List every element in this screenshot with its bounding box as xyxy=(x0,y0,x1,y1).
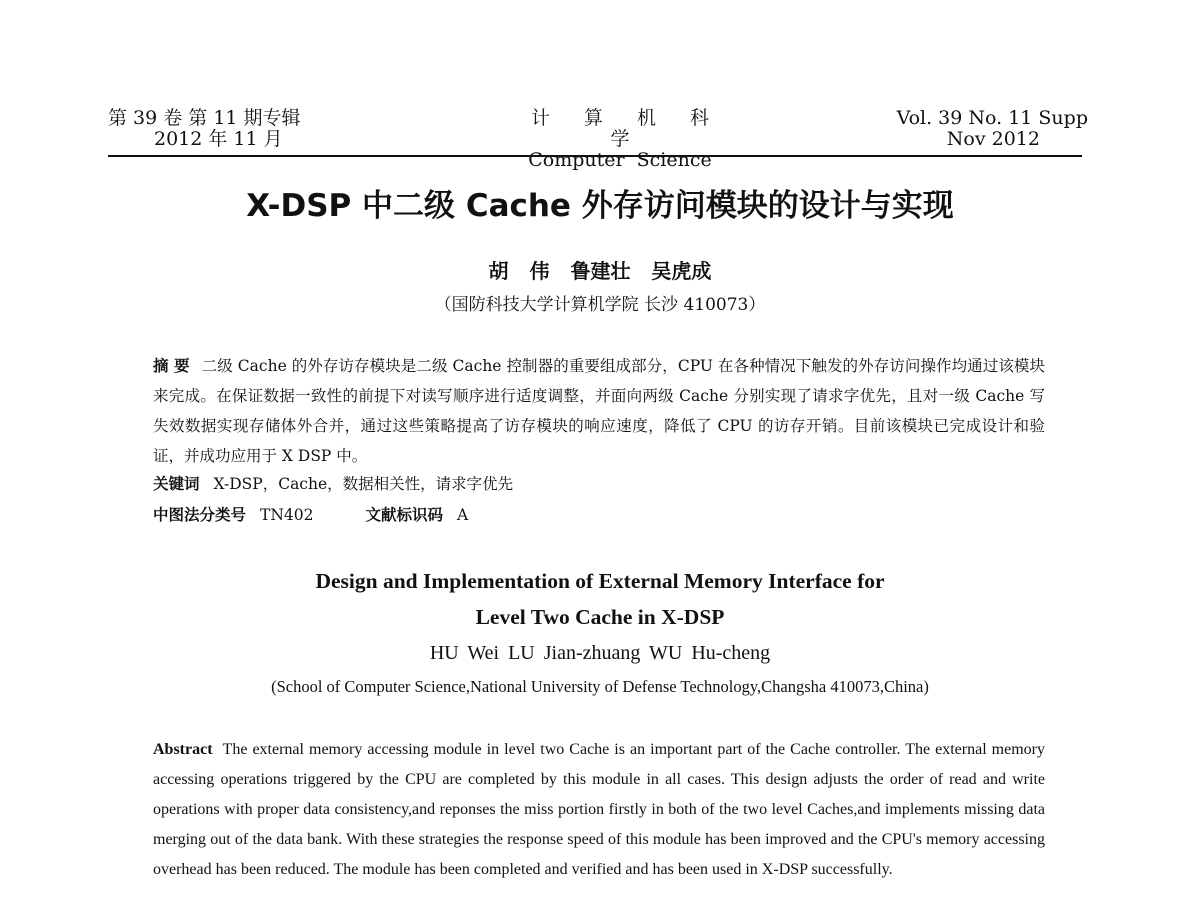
affiliation-zh: （国防科技大学计算机学院 长沙 410073） xyxy=(434,295,766,315)
journal-name-en: Computer Science xyxy=(528,149,712,171)
clc-value: TN402 xyxy=(260,506,314,524)
paper-title-en xyxy=(0,563,1200,635)
abstract-en xyxy=(153,735,1045,897)
issue-info xyxy=(108,108,368,150)
keywords-label-zh: 关键词 xyxy=(153,475,200,493)
keywords-text-zh: X-DSP，Cache，数据相关性，请求字优先 xyxy=(213,475,514,493)
publication-date-zh: 2012 年 11 月 xyxy=(154,128,283,150)
volume-issue: 第 39 卷 第 11 期专辑 xyxy=(108,107,301,129)
clc-label: 中图法分类号 xyxy=(153,506,247,524)
affiliation-en: (School of Computer Science,National University of Defense Technology,Changsha 410073,China) xyxy=(271,677,929,696)
doc-code-label: 文献标识码 xyxy=(365,506,444,524)
paper-title-en-line1: Design and Implementation of External Memory Interface for xyxy=(315,569,885,593)
abstract-label-zh: 摘 要 xyxy=(153,357,190,375)
classification-zh xyxy=(153,503,468,527)
authors-zh: 胡 伟 鲁建壮 吴虎成 xyxy=(488,259,712,283)
journal-name xyxy=(500,108,740,171)
doc-code-value: A xyxy=(457,506,469,524)
publication-date-en: Nov 2012 xyxy=(946,128,1040,150)
abstract-text-zh: 二级 Cache 的外存访存模块是二级 Cache 控制器的重要组成部分，CPU 在各种情况下触发的外存访问操作均通过该模块来完成。在保证数据一致性的前提下对读写顺序进行适度调整，并面向两级 Cache 分别实现了请求字优先，且对一级 Cache 写失效数据实现存储体外合并，通过这些策略提高了访存模块的响应速度，降低了 CPU 的访存开销。目前该模块已完成设计和验证，并成功应用于 X DSP 中。 xyxy=(153,357,1045,465)
issue-info-en xyxy=(808,108,1088,150)
volume-issue-en: Vol. 39 No. 11 Supp xyxy=(896,107,1088,129)
abstract-text-en: The external memory accessing module in level two Cache is an important part of the Cache controller. The external memory accessing operations triggered by the CPU are completed by this module in all cases. This design adjusts the order of read and write operations with proper data consistency,and reponses the miss portion firstly in both of the two level Caches,and implements missing data merging out of the data bank. With these strategies the response speed of this module has been improved and the CPU's memory accessing overhead has been reduced. The module has been completed and verified and has been used in X-DSP successfully. xyxy=(153,741,1045,878)
paper-title-zh: X-DSP 中二级 Cache 外存访问模块的设计与实现 xyxy=(246,188,954,224)
journal-name-zh: 计 算 机 科 学 xyxy=(530,107,724,150)
abstract-zh xyxy=(153,351,1045,471)
abstract-label-en: Abstract xyxy=(153,741,213,758)
paper-title-en-line2: Level Two Cache in X-DSP xyxy=(475,605,725,629)
authors-en: HU Wei LU Jian-zhuang WU Hu-cheng xyxy=(429,642,771,664)
header-rule xyxy=(108,155,1082,157)
keywords-zh xyxy=(153,472,513,496)
